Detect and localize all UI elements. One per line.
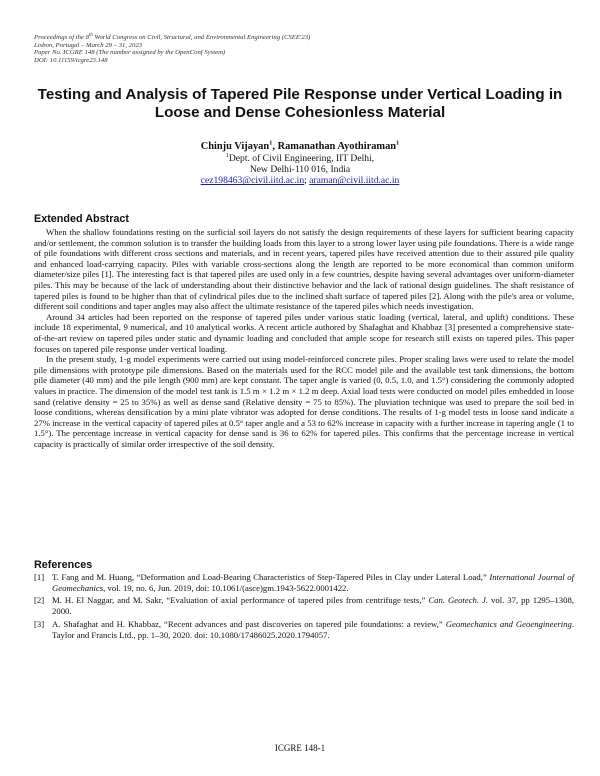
- references-heading: References: [34, 559, 93, 571]
- author-name: Ramanathan Ayothiraman: [277, 141, 397, 152]
- location: New Delhi-110 016, India: [249, 164, 351, 176]
- page-footer: ICGRE 148-1: [274, 743, 326, 753]
- reference-item: [3] A. Shafaghat and H. Khabbaz, “Recent advances and past discoveries on tapered pile foundations: a review,” Geomechanics and Geoengineering. Taylor and Francis Ltd., pp. 1–30, 2020. doi: 10.1080/17486025.2020.1794057.: [34, 618, 575, 640]
- proceedings-header: [34, 32, 574, 65]
- header-line-1: Proceedings of the 8th World Congress on Civil, Structural, and Environmental Engineering (CSEE'23): [34, 33, 311, 42]
- abstract-body: [34, 227, 574, 449]
- author-name: Chinju Vijayan: [200, 141, 270, 152]
- abstract-heading: Extended Abstract: [34, 213, 129, 225]
- header-doi: DOI: 10.11159/icgre23.148: [34, 57, 108, 65]
- department: Dept. of Civil Engineering, IIT Delhi,: [228, 153, 375, 164]
- reference-item: [1] T. Fang and M. Huang, “Deformation and Load-Bearing Characteristics of Step-Tapered Piles in Clay under Lateral Load,” International Journal of Geomechanics, vol. 19, no. 6, Jun. 2019, doi: 10.1061/(asce)gm.1943-5622.0001422.: [34, 572, 574, 593]
- abstract-paragraph-3: In the present study, 1-g model experiments were carried out using model-reinforced concrete piles. Proper scaling laws were used to relate the model pile dimensions with prototype pile dimensions. Based on the materials used for the RCC model pile and the available test tank dimensions, the bottom pile diameter (40 mm) and the pile length (900 mm) are kept constant. The taper angle is varied (0, 0.5, 1.0, and 1.5°) considering the commonly adopted values in practice. The dimension of the model test tank is 1.5 m × 1.2 m × 1.2 m deep. Axial load tests were conducted on model piles embedded in loose sand (relative density = 25 to 35%) as well as dense sand (Relative density = 75 to 85%). The pluviation technique was used to prepare the soil bed in loose conditions, whereas densification by a mini plate vibrator was adopted for dense conditions. The results of 1-g model tests in loose sand indicate a 27% increase in the vertical capacity of tapered piles at 0.5° taper angle and a 53 to 62% increase in capacity with a further increase in tapering angle (1 to 1.5°). The percentage increase in vertical capacity for dense sand is 36 to 62% for tapered piles. This confirms that the percentage increase in vertical capacity is practically of similar order irrespective of the soil density.: [34, 354, 574, 449]
- email-link-1[interactable]: cez198463@civil.iitd.ac.in: [200, 175, 305, 187]
- email-link-2[interactable]: araman@civil.iitd.ac.in: [309, 175, 400, 187]
- reference-item: [2] M. H. El Naggar, and M. Sakr, “Evaluation of axial performance of tapered piles from centrifuge tests,” Can. Geotech. J. vol. 37, pp 1295–1308, 2000.: [34, 595, 575, 617]
- header-line-3: Paper No. ICGRE 148 (The number assigned by the OpenConf System): [34, 49, 226, 57]
- abstract-paragraph-2: Around 34 articles had been reported on the response of tapered piles under various static loading (vertical, lateral, and uplift) conditions. These include 18 experimental, 9 numerical, and 10 analytical works. A recent article authored by Shafaghat and Khabbaz [3] presented a comprehensive state-of-the-art review on tapered piles under static and dynamic loading and concluded that ample scope for research still exists on tapered piles. This paper focuses on tapered pile response under vertical loading.: [34, 311, 574, 354]
- header-line-2: Lisbon, Portugal – March 29 – 31, 2023: [34, 41, 143, 49]
- affiliation: $^1$Dept. of Civil Engineering, IIT Delhi, New Delhi-110 016, India cez198463@civil.iitd.ac.in; araman@civil.iitd.ac.in: [0, 153, 600, 187]
- paper-title: Testing and Analysis of Tapered Pile Response under Vertical Loading in Loose and Dense Cohesionless Material: [37, 86, 563, 121]
- reference-list: [34, 572, 574, 642]
- abstract-paragraph-1: When the shallow foundations resting on the surficial soil layers do not satisfy the design requirements of these layers for sufficient bearing capacity and/or settlement, the common solution is to transfer the building loads from this layer to a strong lower layer using pile foundations. There is a wide range of pile foundations with different cross sections and materials, and in recent years, tapered piles have received attention due to their assured pile quality and enhanced load-carrying capacity. Piles with variable cross-sections along the length are reported to be more economical than common uniform diameter/size piles [1]. The interesting fact is that tapered piles are used only in a few countries, despite having several advantages over uniform-diameter piles. This may be because of the lack of understanding about their distinctive behavior and the lack of rational design guidelines. The shaft resistance of tapered piles is found to be higher than that of cylindrical piles due to the inclined shaft surface of tapered piles [2]. Along with the pile's area or volume, different soil conditions and taper angles may also affect the ultimate resistance of the tapered piles which needs investigation.: [34, 227, 574, 312]
- author-list: Chinju Vijayan$^1$, Ramanathan Ayothiraman$^1$: [200, 139, 400, 152]
